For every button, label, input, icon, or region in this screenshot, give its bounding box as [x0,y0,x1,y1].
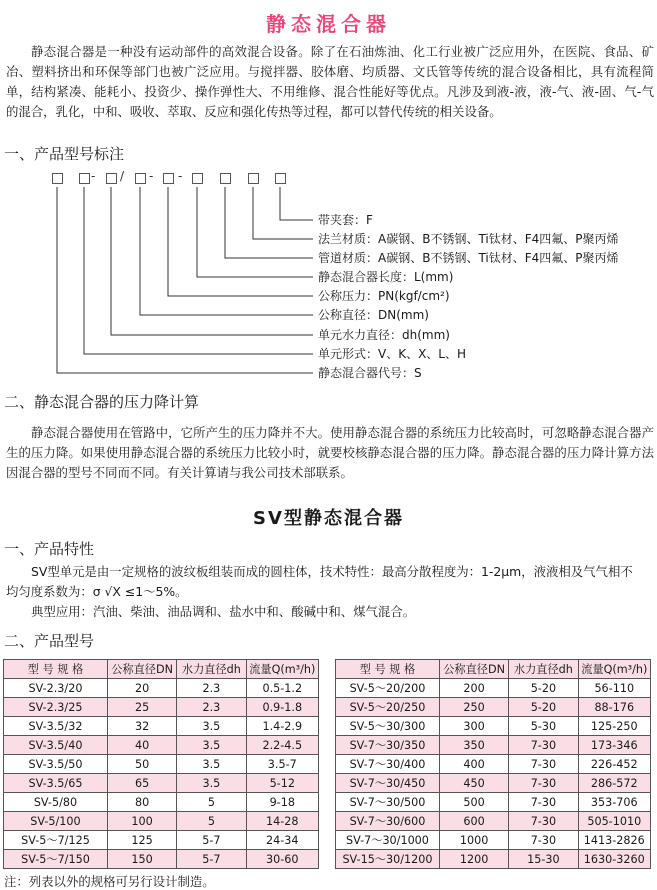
table-row [336,755,651,774]
intro-paragraph: 静态混合器是一种没有运动部件的高效混合设备。除了在石油炼油、化工行业被广泛应用外，在医院、食品、矿冶、塑料挤出和环保等部门也被广泛应用。与搅拌器、胶体磨、均质器、文氏管等传统的混合设备相比，具有流程简单，结构紧凑、能耗小、投资少、操作弹性大、不用维修、混合性能好等优点。凡涉及到液-液，液-气、液-固、气-气的混合，乳化，中和、吸收、萃取、反应和强化传热等过程，都可以替代传统的相关设备。 [6,44,654,119]
table-cell: 3.5 [177,736,246,755]
table-row [336,717,651,736]
table-cell: SV-5/100 [4,812,108,831]
table-row [4,774,319,793]
separator: - [178,169,183,183]
notation-label: 带夹套：F [318,213,373,227]
table-row [336,831,651,850]
table-cell: 1000 [439,831,508,850]
table-row [4,679,319,698]
table-cell: 1200 [439,850,508,869]
table-cell: 0.9-1.8 [246,698,318,717]
table-cell: SV-5/80 [4,793,108,812]
notation-label: 静态混合器代号：S [318,366,422,380]
table-cell: 5-7 [177,831,246,850]
page-title: 静态混合器 [266,12,391,36]
table-cell: 505-1010 [578,812,650,831]
table-cell: 125 [107,831,176,850]
table-cell: 450 [439,774,508,793]
section-heading-pressure-drop: 二、静态混合器的压力降计算 [4,393,200,411]
table-cell: 20 [107,679,176,698]
table-cell: 80 [107,793,176,812]
table-cell: 3.5-7 [246,755,318,774]
separator: - [149,169,154,183]
table-cell: SV-7～30/500 [336,793,440,812]
table-cell: SV-15～30/1200 [336,850,440,869]
column-header: 水力直径dh [177,660,246,679]
table-cell: 65 [107,774,176,793]
table-cell: SV-3.5/50 [4,755,108,774]
table-cell: 9-18 [246,793,318,812]
table-cell: SV-7～30/350 [336,736,440,755]
section-heading-features: 一、产品特性 [4,540,95,558]
table-cell: 150 [107,850,176,869]
table-cell: 5 [177,793,246,812]
placeholder-box [135,173,146,184]
table-cell: 600 [439,812,508,831]
table-row [336,850,651,869]
table-cell: 7-30 [509,736,578,755]
table-row [4,812,319,831]
leader-line [280,187,313,220]
notation-label: 公称压力：PN(kgf/cm²) [318,289,450,303]
pressure-drop-paragraph: 静态混合器使用在管路中，它所产生的压力降并不大。使用静态混合器的系统压力比较高时，可忽略静态混合器产生的压力降。如果使用静态混合器的系统压力比较小时，就要校核静态混合器的压力降。静态混合器的压力降计算方法因混合器的型号不同而不同。有关计算请与我公司技术部联系。 [6,425,654,480]
table-row [4,717,319,736]
column-header: 公称直径DN [439,660,508,679]
model-table-right [335,659,651,869]
table-cell: 5-12 [246,774,318,793]
table-row [336,812,651,831]
table-cell: 40 [107,736,176,755]
leader-line [253,187,313,239]
section-heading-models: 二、产品型号 [4,632,95,650]
table-cell: 32 [107,717,176,736]
table-row [336,698,651,717]
placeholder-box [248,173,259,184]
table-row [336,736,651,755]
column-header: 流量Q(m³/h) [246,660,318,679]
table-row [4,736,319,755]
leader-line [197,187,313,277]
table-cell: 7-30 [509,774,578,793]
table-header-row [4,660,319,679]
table-cell: SV-7～30/1000 [336,831,440,850]
notation-label: 单元形式：V、K、X、L、H [318,347,467,361]
leader-line [57,187,313,373]
table-cell: SV-5～20/200 [336,679,440,698]
table-cell: 300 [439,717,508,736]
separator: - [91,169,96,183]
leader-line [168,187,313,296]
table-cell: 1413-2826 [578,831,650,850]
table-cell: 1.4-2.9 [246,717,318,736]
table-row [4,698,319,717]
table-row [336,793,651,812]
notation-label: 法兰材质：A碳钢、B不锈钢、Ti钛材、F4四氟、P聚丙烯 [318,232,619,246]
notation-label: 管道材质：A碳钢、B不锈钢、Ti钛材、F4四氟、P聚丙烯 [318,251,619,265]
placeholder-box [275,173,286,184]
table-cell: 88-176 [578,698,650,717]
table-row [4,755,319,774]
model-table-left [3,659,319,869]
table-cell: 173-346 [578,736,650,755]
table-row [4,850,319,869]
table-cell: SV-2.3/25 [4,698,108,717]
notation-label: 单元水力直径：dh(mm) [318,328,450,342]
table-cell: 200 [439,679,508,698]
table-cell: 5-30 [509,717,578,736]
table-cell: 15-30 [509,850,578,869]
leader-line [225,187,313,258]
table-cell: 14-28 [246,812,318,831]
applications-line: 典型应用：汽油、柴油、油品调和、盐水中和、酸碱中和、煤气混合。 [31,604,416,619]
table-cell: 125-250 [578,717,650,736]
table-cell: 3.5 [177,717,246,736]
table-cell: 226-452 [578,755,650,774]
leader-line [111,187,313,335]
placeholder-box [192,173,203,184]
notation-label: 静态混合器长度：L(mm) [318,270,454,284]
table-cell: 5-7 [177,850,246,869]
table-cell: 100 [107,812,176,831]
table-cell: SV-5～30/300 [336,717,440,736]
table-cell: SV-3.5/32 [4,717,108,736]
sv-title: SV型静态混合器 [253,508,404,529]
table-cell: 56-110 [578,679,650,698]
table-cell: 5 [177,812,246,831]
table-cell: 400 [439,755,508,774]
table-cell: 25 [107,698,176,717]
table-cell: 286-572 [578,774,650,793]
column-header: 流量Q(m³/h) [578,660,650,679]
table-cell: 2.2-4.5 [246,736,318,755]
features-line: 均匀度系数为：σ √X ≤1～5%。 [6,584,188,599]
table-cell: 7-30 [509,812,578,831]
table-cell: 7-30 [509,755,578,774]
column-header: 型 号 规 格 [336,660,440,679]
table-cell: 350 [439,736,508,755]
table-row [4,793,319,812]
table-row [336,679,651,698]
table-cell: SV-5～7/125 [4,831,108,850]
table-cell: 500 [439,793,508,812]
table-cell: SV-5～7/150 [4,850,108,869]
features-line: SV型单元是由一定规格的波纹板组装而成的圆柱体，技术特性：最高分散程度为：1-2μm，液液相及气气相不 [31,564,633,579]
table-cell: SV-5～20/250 [336,698,440,717]
table-cell: 30-60 [246,850,318,869]
table-cell: 3.5 [177,774,246,793]
table-cell: 1630-3260 [578,850,650,869]
table-cell: SV-7～30/600 [336,812,440,831]
placeholder-box [220,173,231,184]
table-cell: SV-3.5/40 [4,736,108,755]
table-row [4,831,319,850]
table-cell: 24-34 [246,831,318,850]
table-cell: 50 [107,755,176,774]
table-cell: 2.3 [177,679,246,698]
table-cell: 5-20 [509,698,578,717]
column-header: 公称直径DN [107,660,176,679]
table-cell: 353-706 [578,793,650,812]
placeholder-box [106,173,117,184]
table-cell: 250 [439,698,508,717]
placeholder-box [163,173,174,184]
placeholder-box [79,173,90,184]
section-heading-model-notation: 一、产品型号标注 [4,145,125,163]
table-cell: SV-7～30/400 [336,755,440,774]
leader-line [84,187,313,354]
table-cell: SV-2.3/20 [4,679,108,698]
table-note: 注：列表以外的规格可另行设计制造。 [4,874,215,889]
column-header: 水力直径dh [509,660,578,679]
table-cell: 0.5-1.2 [246,679,318,698]
notation-label: 公称直径：DN(mm) [318,308,429,322]
placeholder-box [52,173,63,184]
table-row [336,774,651,793]
separator: / [120,169,125,183]
column-header: 型 号 规 格 [4,660,108,679]
table-cell: 5-20 [509,679,578,698]
table-cell: 7-30 [509,831,578,850]
table-cell: SV-3.5/65 [4,774,108,793]
table-header-row [336,660,651,679]
table-cell: 3.5 [177,755,246,774]
table-cell: 2.3 [177,698,246,717]
table-cell: SV-7～30/450 [336,774,440,793]
table-cell: 7-30 [509,793,578,812]
